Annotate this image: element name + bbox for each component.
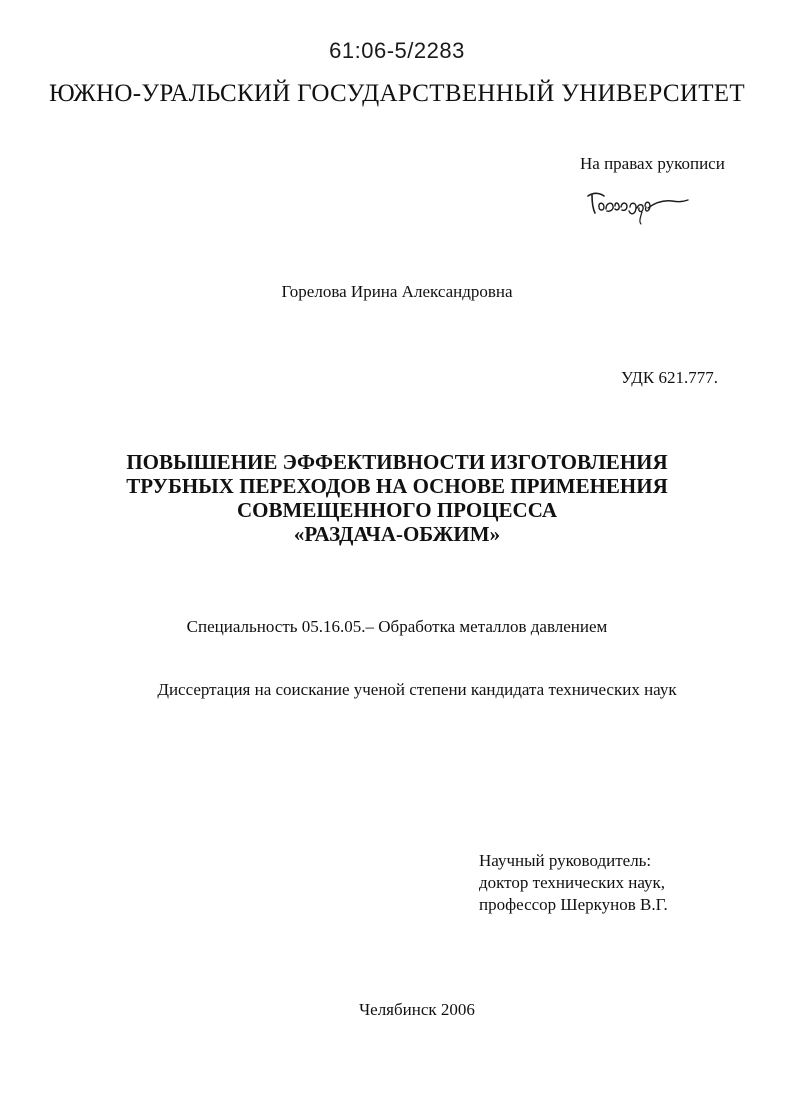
udk-code: УДК 621.777. [620,368,718,387]
supervisor-degree: доктор технических наук, [479,873,666,892]
signature-image [582,182,694,226]
title-line: СОВМЕЩЕННОГО ПРОЦЕССА [237,498,557,522]
author-name: Горелова Ирина Александровна [281,282,513,301]
specialty-line: Специальность 05.16.05.– Обработка металлов давлением [186,617,608,636]
title-line: ПОВЫШЕНИЕ ЭФФЕКТИВНОСТИ ИЗГОТОВЛЕНИЯ [126,450,668,474]
city-year: Челябинск 2006 [359,1000,475,1019]
supervisor-name: профессор Шеркунов В.Г. [479,895,668,914]
dissertation-degree-line: Диссертация на соискание ученой степени кандидата технических наук [157,680,677,699]
archive-code: 61:06-5/2283 [329,38,465,63]
manuscript-rights-label: На правах рукописи [580,154,725,173]
supervisor-block [479,850,668,916]
title-line: ТРУБНЫХ ПЕРЕХОДОВ НА ОСНОВЕ ПРИМЕНЕНИЯ [126,474,668,498]
handwritten-signature [582,182,694,226]
supervisor-label: Научный руководитель: [479,851,652,870]
title-line: «РАЗДАЧА-ОБЖИМ» [293,522,501,546]
university-name: ЮЖНО-УРАЛЬСКИЙ ГОСУДАРСТВЕННЫЙ УНИВЕРСИТЕТ [49,80,745,107]
dissertation-title [60,450,734,546]
